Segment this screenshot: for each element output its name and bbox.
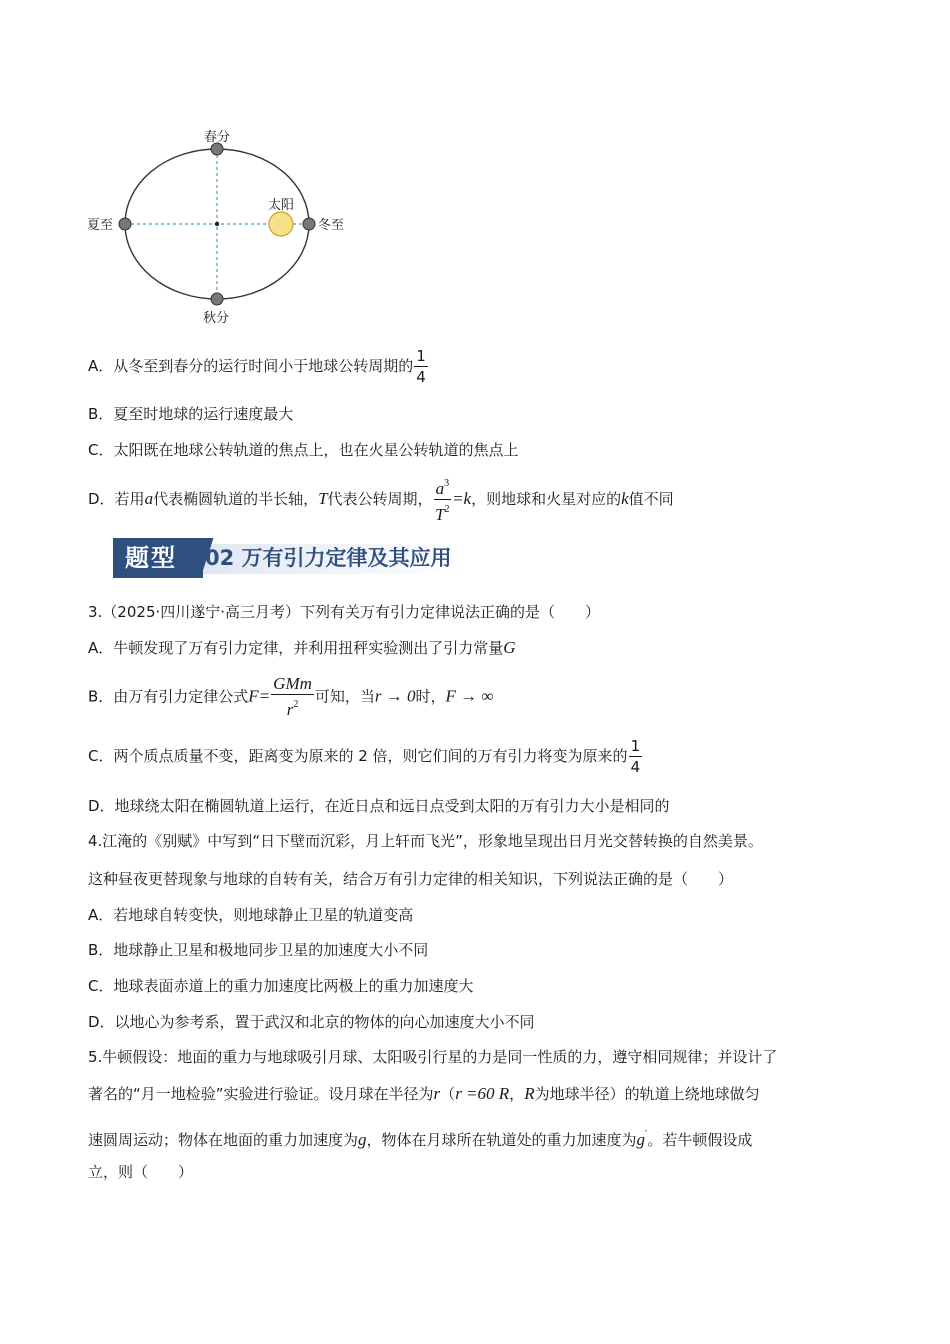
q2-option-d: D．若用a代表椭圆轨道的半长轴，T代表公转周期， $\frac{a^3}{T^2}$ =k，则地球和火星对应的k值不同 — [88, 474, 674, 525]
earth-summer-icon — [119, 218, 131, 230]
label-spring-equinox: 春分 — [204, 130, 231, 145]
q4-option-c: C．地球表面赤道上的重力加速度比两极上的重力加速度大 — [88, 977, 474, 995]
q2-option-a: A．从冬至到春分的运行时间小于地球公转周期的 $\frac{1}{4}$ — [88, 347, 426, 386]
q4-stem-line2: 这种昼夜更替现象与地球的自转有关，结合万有引力定律的相关知识，下列说法正确的是（ ） — [88, 870, 734, 888]
section-banner — [113, 538, 463, 578]
q5-line1: 5.牛顿假设：地面的重力与地球吸引月球、太阳吸引行星的力是同一性质的力，遵守相同规律；并设计了 — [88, 1048, 778, 1066]
q4-stem-line1: 4.江淹的《别赋》中写到“日下壁而沉彩，月上轩而飞光”，形象地呈现出日月光交替转换的自然美景。 — [88, 832, 763, 850]
q3-option-c: C．两个质点质量不变，距离变为原来的 2 倍，则它们间的万有引力将变为原来的 $\frac{1}{4}$ — [88, 737, 641, 776]
q3-stem: 3.（2025·四川遂宁·高三月考）下列有关万有引力定律说法正确的是（ ） — [88, 603, 601, 621]
section-title: 02 万有引力定律及其应用 — [205, 546, 452, 570]
q2-option-b: B．夏至时地球的运行速度最大 — [88, 405, 294, 423]
q3-option-a: A．牛顿发现了万有引力定律，并利用扭秤实验测出了引力常量G — [88, 638, 516, 657]
q4-option-d: D．以地心为参考系，置于武汉和北京的物体的向心加速度大小不同 — [88, 1013, 535, 1031]
fraction-one-quarter-c: $\frac{1}{4}$ — [630, 737, 641, 776]
label-autumn-equinox: 秋分 — [203, 311, 230, 326]
q4-option-b: B．地球静止卫星和极地同步卫星的加速度大小不同 — [88, 941, 429, 959]
q5-line2: 著名的“月一地检验”实验进行验证。设月球在半径为r（r =60 R，R为地球半径）的轨道上绕地球做匀 — [88, 1084, 760, 1103]
label-summer-solstice: 夏至 — [87, 218, 114, 233]
earth-winter-icon — [303, 218, 315, 230]
sun-icon — [269, 212, 293, 236]
q5-line3: 速圆周运动；物体在地面的重力加速度为g，物体在月球所在轨道处的重力加速度为g′。若牛顿假设成 — [88, 1129, 753, 1149]
earth-autumn-icon — [211, 293, 223, 305]
q5-line4: 立，则（ ） — [88, 1163, 194, 1181]
section-tag: 题型 — [125, 543, 177, 572]
label-sun: 太阳 — [268, 198, 295, 213]
orbit-center-dot — [215, 222, 219, 226]
label-winter-solstice: 冬至 — [318, 218, 345, 233]
q4-option-a: A．若地球自转变快，则地球静止卫星的轨道变高 — [88, 906, 414, 924]
q3-option-b: B．由万有引力定律公式F= $\frac{\text{GMm}}{r^2}$ 可知，当r → 0时，F → ∞ — [88, 674, 494, 719]
q2-option-c: C．太阳既在地球公转轨道的焦点上，也在火星公转轨道的焦点上 — [88, 441, 519, 459]
kepler-fraction: $\frac{a^3}{T^2}$ — [434, 474, 452, 525]
gravitation-fraction: $\frac{\text{GMm}}{r^2}$ — [273, 674, 312, 719]
q3-option-d: D．地球绕太阳在椭圆轨道上运行，在近日点和远日点受到太阳的万有引力大小是相同的 — [88, 797, 670, 815]
fraction-one-quarter: $\frac{1}{4}$ — [416, 347, 426, 386]
